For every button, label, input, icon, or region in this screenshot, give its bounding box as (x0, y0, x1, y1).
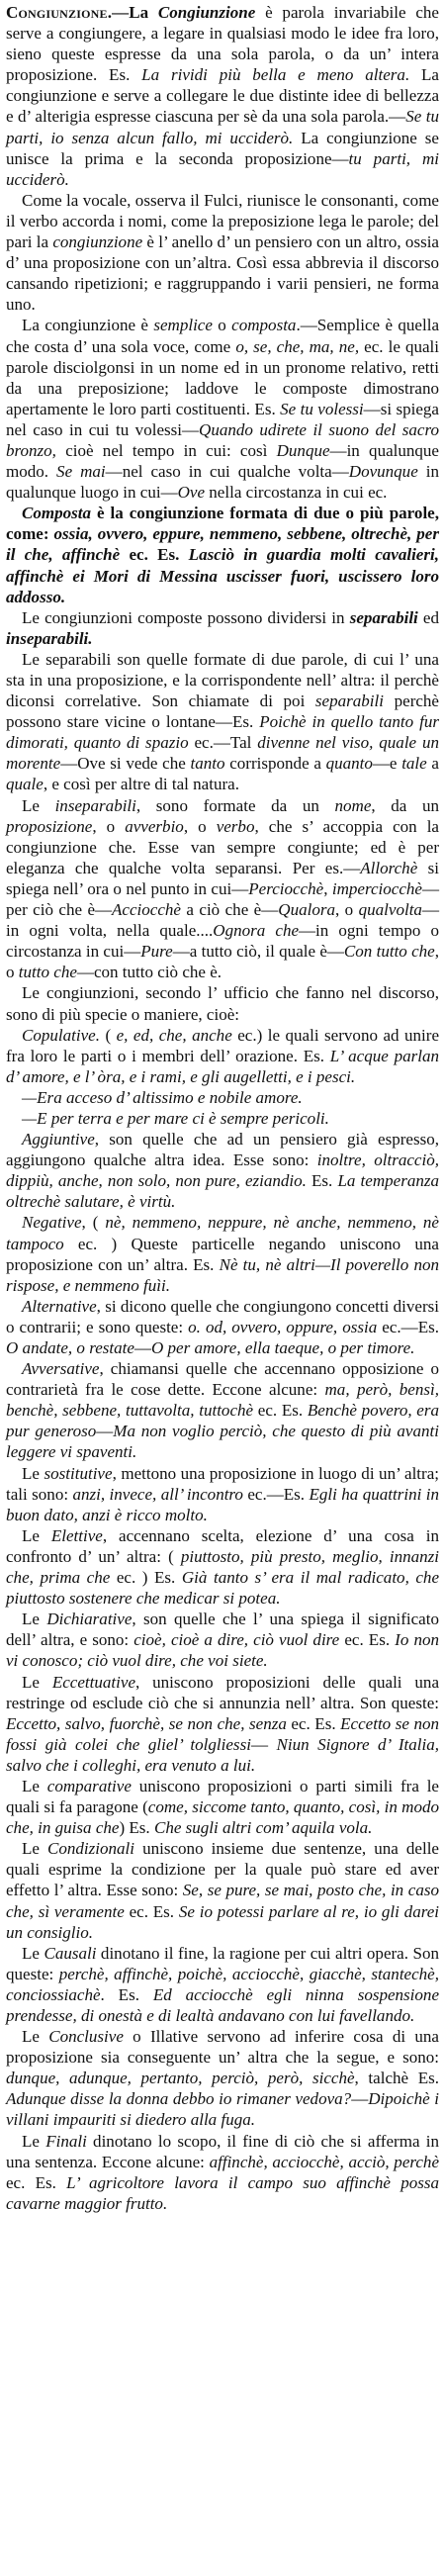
text-run: —con tutto ciò che è. (76, 963, 222, 982)
paragraph (6, 2, 439, 190)
italic-text: Acciocchè (112, 900, 181, 920)
italic-text: Ove (177, 483, 206, 503)
text-run: Le (22, 795, 55, 815)
text-run: , da un (371, 795, 439, 815)
italic-text: Nè tu, nè altri—Il poverello non rispose, e nemmeno fuìi. (6, 1254, 439, 1295)
italic-text: Dichiarative (46, 1610, 133, 1629)
italic-text: La temperanza oltrechè salutare, è virtù. (6, 1171, 440, 1212)
text-run: , o (6, 942, 439, 982)
paragraph (6, 607, 439, 649)
text-run: . Es. (100, 1984, 153, 2004)
text-run: , ( (81, 1213, 106, 1233)
italic-text: cioè, cioè a dire, ciò vuol dire (133, 1630, 340, 1650)
text-run: ec. le quali parole disciolgonsi in un nome ed in un pronome relativo, retti da una preposizione; laddove le composte dimostrano apertamente le loro parti costituenti. Es. (6, 336, 440, 418)
section-heading: Congiunzione. (6, 3, 113, 22)
paragraph (6, 2131, 439, 2214)
text-run: ) Es. (119, 1818, 154, 1838)
italic-text: Ma non voglio perciò, che questo di più avanti leggere vi spaventi. (6, 1422, 439, 1462)
text-run: ed (417, 607, 439, 627)
text-run: La congiunzione se unisce la prima e la seconda proposizione— (6, 128, 439, 168)
italic-text: Poichè in quello tanto fur dimorati, quanto di spazio (6, 712, 439, 753)
bold-text: è la congiunzione formata di due o più parole, come: (6, 504, 439, 544)
paragraph (6, 1672, 439, 1776)
paragraph (6, 1025, 439, 1087)
italic-text: Se mai (56, 462, 106, 482)
bold-italic-text: Lasciò in guardia molti cavalieri, affinchè ei Mori di Messina uscisser fuori, uscissero loro addosso. (6, 545, 439, 606)
italic-text: Ognora che (213, 921, 300, 941)
italic-text: Benchè povero, era pur generoso (6, 1401, 439, 1441)
italic-text: Qualora (278, 900, 335, 920)
paragraph (6, 1776, 439, 1838)
paragraph (6, 1463, 439, 1525)
italic-text: Perciocchè (248, 878, 324, 898)
text-run: Es. (306, 1171, 338, 1191)
text-run: — (250, 1734, 277, 1754)
italic-text: Conclusive (48, 2027, 124, 2047)
text-run: , mettono una proposizione in luogo di un’ altra; tali sono: (6, 1463, 439, 1504)
text-run: Le (22, 2027, 49, 2047)
italic-text: Niun Signore d’ Italia, salvo che i colleghi, era venuto a lui. (6, 1734, 440, 1775)
text-run: , son quelle che ad un pensiero già espresso, aggiungono qualche altra idea. Esse sono: (6, 1130, 439, 1170)
text-run: , chiamansi quelle che accennano opposizione o contrarietà fra le cose dette. Eccone alcune: (6, 1359, 439, 1400)
text-run: cioè nel tempo in cui: così (55, 440, 277, 460)
italic-text: anzi, invece, all’ incontro (72, 1484, 243, 1504)
text-run: o Illative servono ad inferire cosa di una proposizione sia conseguente un’ altra che la segue, e sono: (6, 2027, 439, 2068)
text-run: Come la vocale, osserva il Fulci, riunisce le consonanti, come il verbo accorda i nomi, come la preposizione lega le parole; del pari la (6, 190, 439, 252)
bold-text: ec. Es. (120, 545, 189, 565)
italic-text: separabili (314, 691, 384, 711)
text-run: Le (22, 1839, 48, 1859)
italic-text: Elettive (50, 1525, 103, 1545)
paragraph (6, 1525, 439, 1609)
text-run: , o (335, 900, 359, 920)
paragraph (6, 982, 439, 1024)
text-run: —a tutto ciò, il quale è— (172, 942, 344, 962)
text-run: Le (22, 1610, 47, 1629)
text-run: , che s’ accoppia con la congiunzione che. Esse van sempre congiunte; ed è per eleganza che qualche volta separansi. Per es.— (6, 816, 439, 877)
paragraph (6, 1087, 439, 1108)
italic-text: inoltre, oltracciò, dippiù, anche, non solo, non pure, eziandio. (6, 1150, 439, 1191)
italic-text: o, se, che, ma, ne, (235, 336, 360, 356)
paragraph (6, 1943, 439, 2026)
italic-text: L’ agricoltore lavora il campo suo affinchè possa cavarne maggior frutto. (6, 2172, 439, 2213)
paragraph (6, 1296, 439, 1358)
italic-text: ma, però, bensì, benchè, sebbene, tuttavolta, tuttochè (6, 1380, 439, 1421)
italic-text: Con tutto che (343, 942, 435, 962)
italic-text: quale (6, 775, 44, 794)
text-run: ec. Es. (124, 1901, 179, 1921)
italic-text: Se io potessi parlare al re, io gli darei un consiglio. (6, 1901, 439, 1942)
italic-text: — (22, 1108, 38, 1128)
italic-text: Se tu volessi (280, 399, 364, 418)
text-run: in qualunque luogo in cui— (6, 462, 439, 503)
text-run: .—Semplice è quella che costa d’ una sola voce, come (6, 316, 440, 356)
text-run: ec. ) Queste particelle negando uniscono una proposizione con un’ altra. Es. (6, 1234, 439, 1274)
italic-text: Eccetto, salvo, fuorchè, se non che, senza (6, 1713, 287, 1733)
italic-text: divenne nel viso, quale un morente (6, 733, 440, 774)
bold-italic-text: Congiunzione (157, 3, 256, 22)
text-run: nella circostanza in cui ec. (205, 483, 388, 503)
text-run: dinotano lo scopo, il fine di ciò che si afferma in una sentenza. Eccone alcune: (6, 2131, 439, 2171)
italic-text: O andate, o restate (6, 1338, 134, 1357)
italic-text: Se tu parti, io senza alcun fallo, mi ucciderò. (6, 107, 439, 147)
text-run: , uniscono proposizioni delle quali una restringe od esclude ciò che si annunzia nell’ altra. Son queste: (6, 1672, 439, 1712)
text-run: è l’ anello d’ un pensiero con un altro, ossia d’ una proposizione con un’altra. Così essa abbrevia il discorso cansando ripetizioni; e raggruppando i varii pensieri, ne forma uno. (6, 232, 439, 315)
text-run: ( (100, 1025, 117, 1045)
italic-text: Se, se pure, se mai, posto che, in caso che, sì veramente (6, 1881, 439, 1921)
text-run: uniscono insieme due sentenze, una delle quali esprime la condizione per la quale può stare ed aver effetto l’ altra. Esse sono: (6, 1839, 439, 1900)
text-run: —in ogni tempo o circostanza in cui— (6, 921, 439, 962)
text-run: si spiega nell’ ora o nel punto in cui— (6, 858, 439, 898)
italic-text: Aggiuntive (22, 1130, 95, 1150)
text-run: — (351, 2089, 369, 2109)
paragraph (6, 1609, 439, 1671)
text-run: , sono formate da un (135, 795, 335, 815)
text-run: ec. Es. (253, 1401, 308, 1421)
text-run: , si dicono quelle che congiungono concetti diversi o contrarii; e sono queste: (6, 1296, 439, 1336)
text-run: , o (183, 816, 217, 836)
italic-text: Dunque (276, 440, 330, 460)
text-run: ec.—Es. (377, 1317, 439, 1336)
italic-text: verbo (216, 816, 255, 836)
italic-text: tale (401, 754, 427, 774)
italic-text: Adunque disse la donna debbo io rimaner vedova? (6, 2089, 352, 2109)
italic-text: congiunzione (52, 232, 143, 252)
italic-text: Era acceso d’ altissimo e nobile amore. (37, 1087, 303, 1107)
italic-text: proposizione (6, 816, 93, 836)
text-run: ec.—Tal (188, 733, 258, 753)
italic-text: Causali (44, 1943, 97, 1963)
text-run: Le (22, 1943, 44, 1963)
text-run: a (426, 754, 439, 774)
text-run: Le (22, 1525, 51, 1545)
text-run: —si spiega nel caso in cui tu volessi— (6, 399, 439, 439)
italic-text: tu parti, mi ucciderò. (6, 148, 439, 189)
text-run: ec.) le quali servono ad unire fra loro le parti o i membri dell’ orazione. Es. (6, 1025, 439, 1065)
italic-text: semplice (153, 316, 213, 335)
italic-text: Finali (45, 2131, 87, 2151)
text-run: — (133, 1338, 151, 1357)
italic-text: La rividi più bella e meno altera. (141, 65, 410, 85)
paragraph (6, 1108, 439, 1129)
italic-text: nè, nemmeno, neppure, nè anche, nemmeno, nè tampoco (6, 1213, 439, 1253)
italic-text: sostitutive (44, 1463, 113, 1483)
italic-text: — (22, 1087, 38, 1107)
text-run: —in ogni volta, nella quale.... (6, 900, 439, 941)
italic-text: tutto che (18, 963, 77, 982)
text-run: ec. ) Es. (110, 1568, 182, 1588)
text-run: Le congiunzioni composte possono dividersi in (22, 607, 350, 627)
text-run: Le (22, 2131, 46, 2151)
italic-text: tanto (190, 754, 225, 774)
bold-text: —La (112, 3, 158, 22)
italic-text: dunque, adunque, pertanto, perciò, però, sicchè (6, 2069, 355, 2088)
italic-text: e, ed, che, anche (116, 1025, 232, 1045)
text-run: , o (92, 816, 126, 836)
text-run: ec. Es. (6, 2172, 67, 2192)
text-run: La congiunzione è (22, 316, 154, 335)
italic-text: qualvolta (358, 900, 422, 920)
paragraph (6, 649, 439, 795)
text-run: uniscono proposizioni o parti simili fra le quali si fa paragone ( (6, 1776, 439, 1817)
paragraph (6, 503, 439, 606)
paragraph (6, 1212, 439, 1295)
italic-text: Condizionali (47, 1839, 135, 1859)
italic-text: affinchè, acciocchè, acciò, perchè (209, 2152, 440, 2171)
paragraph (6, 2026, 439, 2130)
italic-text: imperciocchè (331, 878, 422, 898)
text-run: —per ciò che è— (6, 878, 440, 920)
italic-text: E per terra e per mare ci è sempre pericoli. (37, 1108, 329, 1128)
italic-text: Eccettuative (51, 1672, 136, 1692)
italic-text: Egli ha quattrini in buon dato, anzi è ricco molto. (6, 1484, 439, 1524)
paragraph (6, 315, 439, 503)
text-run: ec.—Es. (242, 1484, 310, 1504)
text-run: , (323, 878, 332, 898)
italic-text: composta (231, 316, 297, 335)
italic-text: Dipoichè i villani impauriti si diedero alla fuga. (6, 2089, 439, 2130)
italic-text: perchè, affinchè, poichè, acciocchè, giacchè, stantechè, conciossiachè (6, 1964, 440, 2004)
italic-text: Eccetto se non fossi già colei che gliel’ tolgliessi (6, 1713, 439, 1754)
text-run: ec. Es. (286, 1713, 341, 1733)
text-run: dinotano il fine, la ragione per cui altri opera. Son queste: (6, 1943, 439, 1983)
text-run: ec. Es. (339, 1630, 396, 1650)
text-run: , accennano scelta, elezione d’ una cosa in confronto d’ un’ altra: ( (6, 1525, 439, 1566)
bold-italic-text: inseparabili. (6, 628, 93, 648)
text-run: corrisponde a (224, 754, 326, 774)
italic-text: L’ acque parlan d’ amore, e l’ òra, e i rami, e gli augelletti, e i pesci. (6, 1046, 439, 1086)
text-run: a ciò che è— (181, 900, 279, 920)
text-run: —e (372, 754, 402, 774)
italic-text: avverbio (125, 816, 184, 836)
text-run: è parola invariabile che serve a congiungere, a legare in qualsiasi modo le idee fra loro, sieno queste espresse da una sola parola, o da un’ intera proposizione. Es. (6, 3, 439, 85)
text-run: —in qualunque modo. (6, 440, 439, 482)
italic-text: Negative (22, 1213, 82, 1233)
text-run: , son quelle che l’ una spiega il significato dell’ altra, e sono: (6, 1610, 439, 1650)
italic-text: O per amore, ella taeque, o per timore. (150, 1338, 415, 1357)
italic-text: nome (334, 795, 372, 815)
italic-text: inseparabili (54, 795, 136, 815)
italic-text: Pure (140, 942, 173, 962)
paragraph (6, 1838, 439, 1942)
italic-text: o. od, ovvero, oppure, ossia (188, 1317, 378, 1336)
text-run: perchè possono stare vicine o lontane—Es. (6, 691, 439, 732)
text-run: o (212, 316, 232, 335)
text-run: Le (22, 1672, 52, 1692)
italic-text: Quando udirete il suono del sacro bronzo, (6, 419, 439, 460)
text-run: —nel caso in cui qualche volta— (105, 462, 349, 482)
text-run: Le (22, 1463, 44, 1483)
italic-text: Avversative (22, 1359, 100, 1379)
text-run: Le congiunzioni, secondo l’ ufficio che fanno nel discorso, sono di più specie o maniere, cioè: (6, 983, 439, 1024)
italic-text: come, siccome tanto, quanto, così, in modo che, in guisa che (6, 1797, 439, 1838)
italic-text: quanto (325, 754, 373, 774)
italic-text: Ed acciocchè egli ninna sospensione prendesse, di onestà e di lealtà andavano con lui favellando. (6, 1984, 440, 2025)
text-run: —Ove si vede che (60, 754, 191, 774)
bold-italic-text: ossia, ovvero, eppure, nemmeno, sebbene, oltrechè, per il che, affinchè (6, 524, 439, 565)
bold-italic-text: Composta (22, 504, 92, 523)
italic-text: piuttosto, più presto, meglio, innanzi che, prima che (6, 1546, 439, 1588)
italic-text: comparative (46, 1776, 132, 1795)
text-run: , talchè Es. (354, 2069, 439, 2088)
italic-text: Già tanto s’ era il mal radicato, che piuttosto sostenere che medicar si potea. (6, 1568, 440, 1609)
paragraph (6, 190, 439, 316)
text-run: — (96, 1422, 114, 1441)
text-run: , e così per altre di tal natura. (43, 775, 239, 794)
italic-text: Io non vi conosco; ciò vuol dire, che voi siete. (6, 1630, 439, 1671)
paragraph (6, 1358, 439, 1462)
text-run: La congiunzione e serve a collegare le due distinte idee di bellezza e d’ alterigia espresse ciascuna per sè da una sola parola.— (6, 65, 439, 127)
italic-text: Allorchè (360, 858, 418, 877)
italic-text: Copulative. (22, 1025, 100, 1045)
text-run: Le (22, 1776, 47, 1795)
paragraph (6, 1129, 439, 1212)
italic-text: Alternative (22, 1296, 97, 1316)
text-run: Le separabili son quelle formate di due parole, di cui l’ una sta in una proposizione, e la corrispondente nell’ altra: il perchè diconsi correlative. Son chiamate di poi (6, 649, 439, 711)
paragraph (6, 795, 439, 983)
italic-text: Dovunque (348, 462, 418, 482)
bold-italic-text: separabili (349, 607, 418, 627)
italic-text: Che sugli altri com’ aquila vola. (153, 1818, 373, 1838)
